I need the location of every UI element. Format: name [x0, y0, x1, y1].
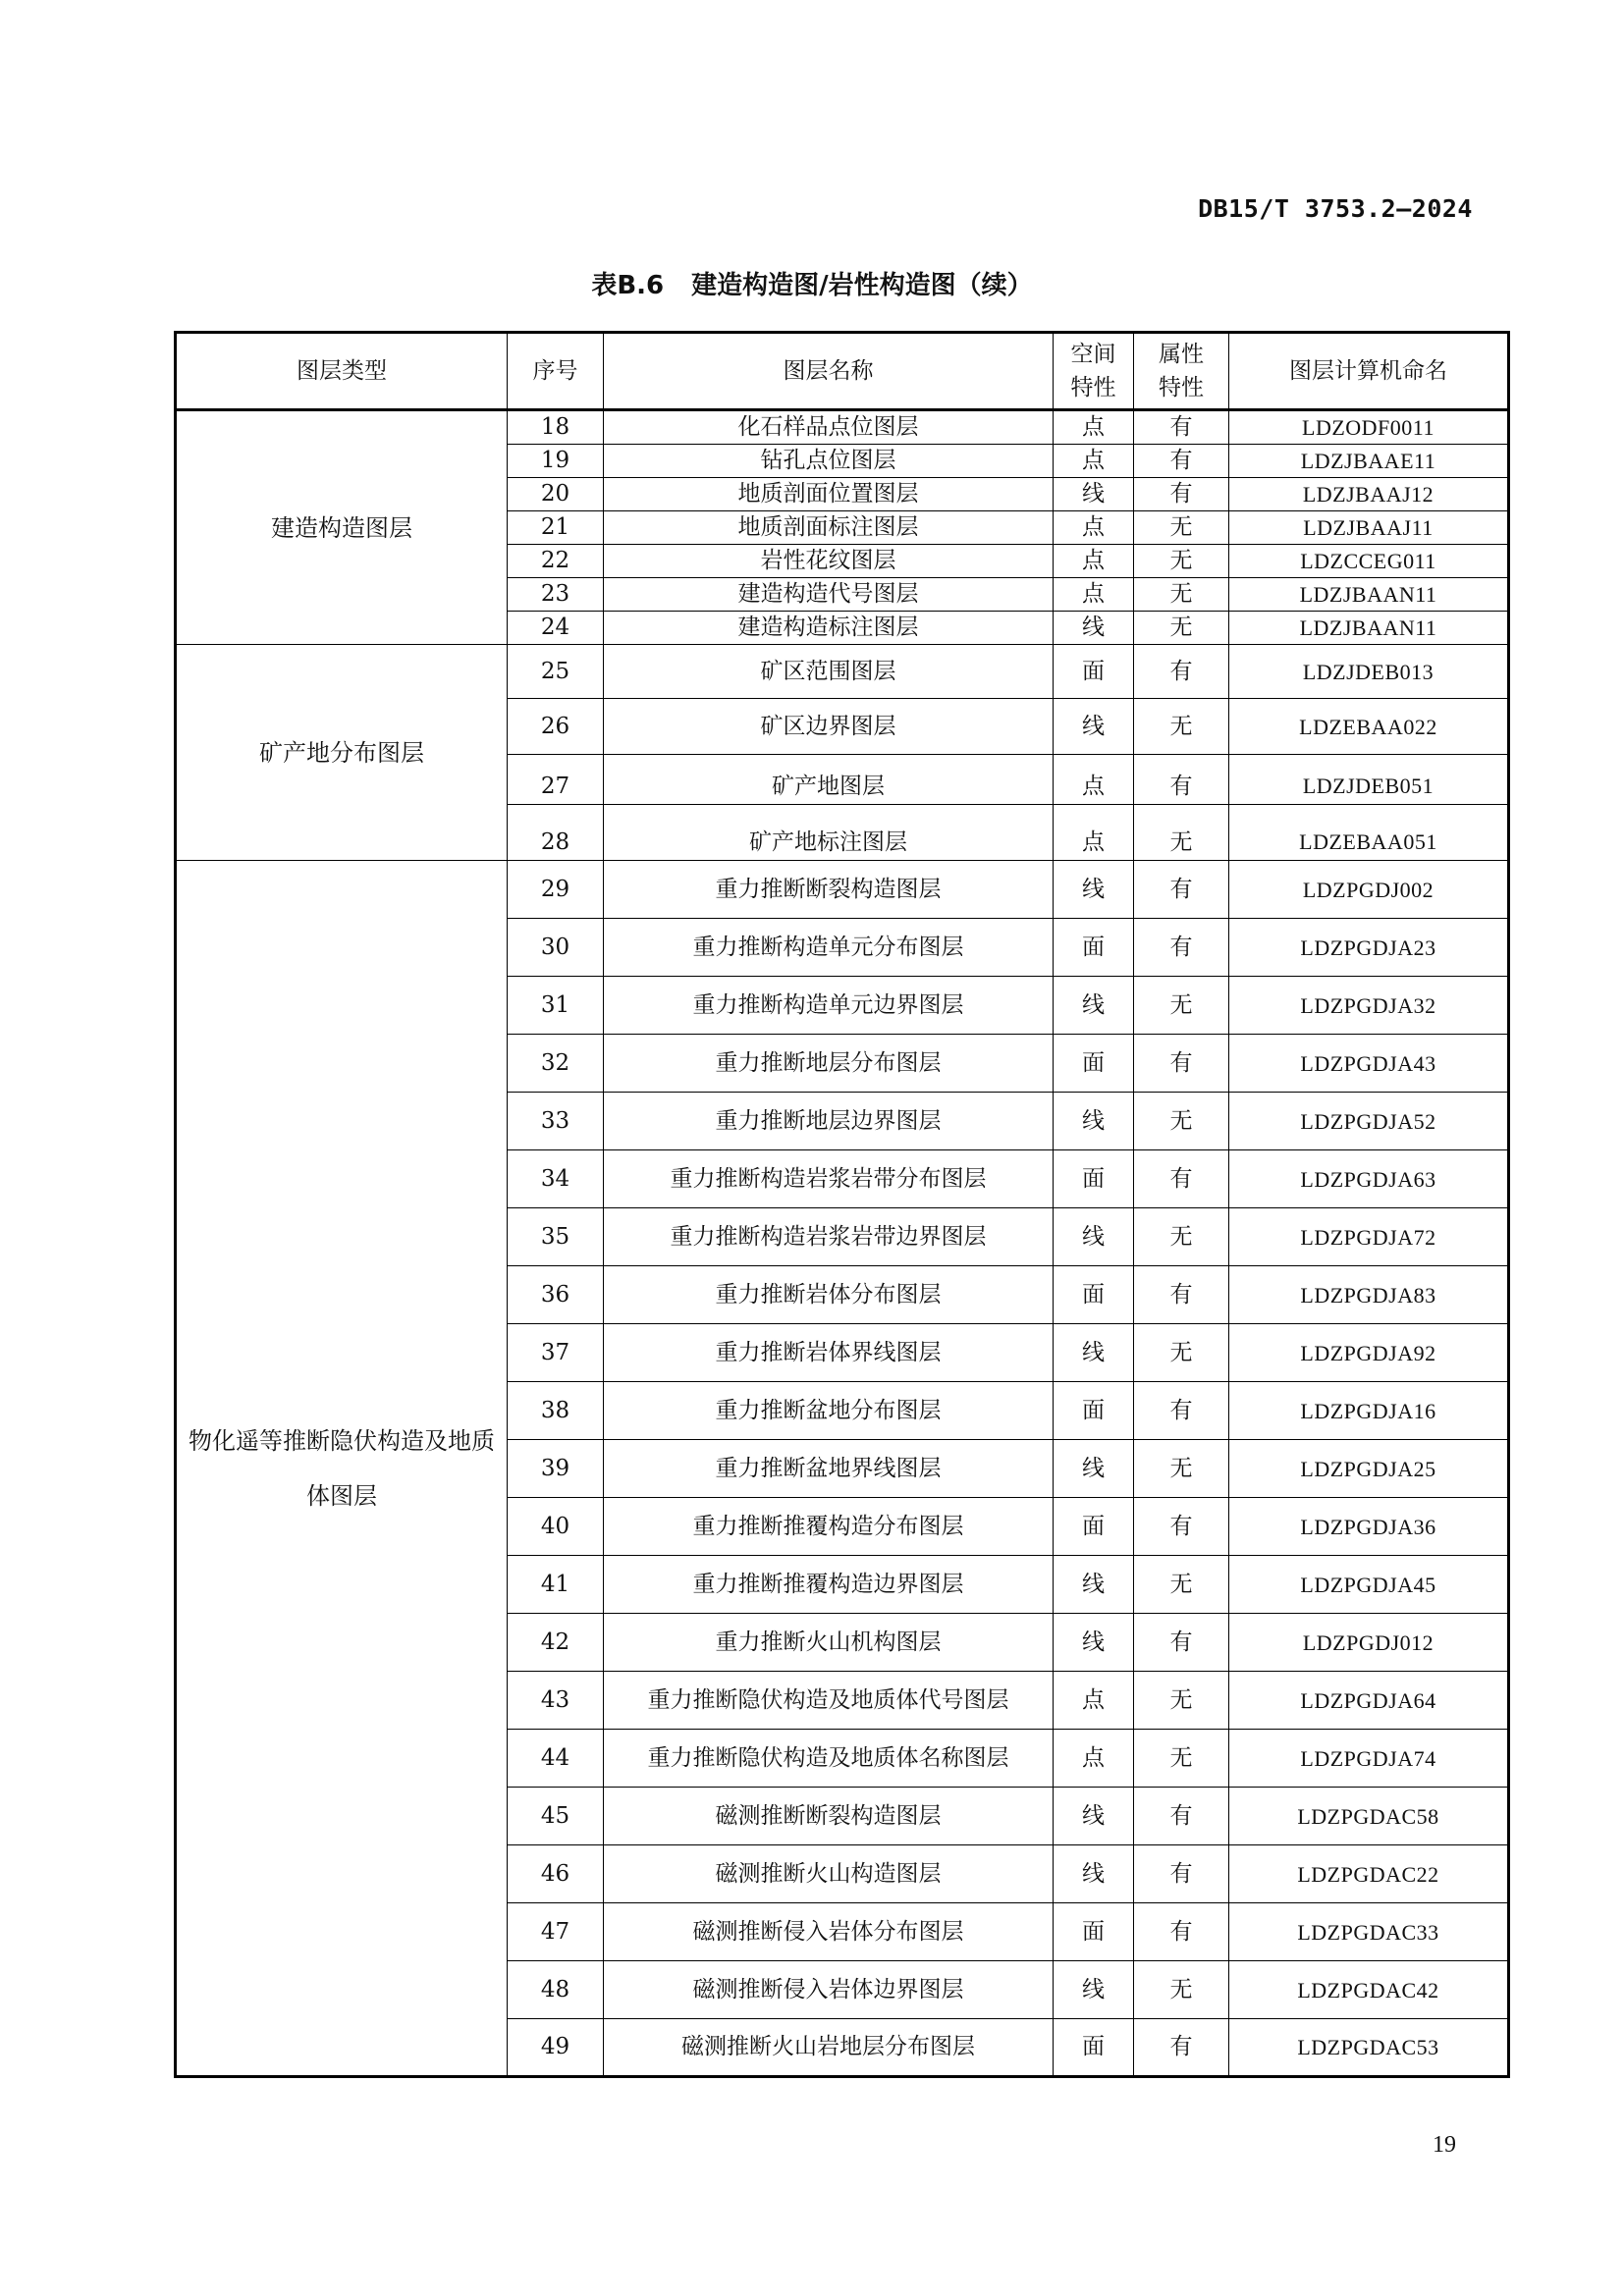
- spatial-cell: [1054, 805, 1134, 861]
- attribute-cell: 无: [1134, 1208, 1229, 1266]
- layer-name-cell: 地质剖面标注图层: [604, 511, 1054, 545]
- spatial-cell-text: 点: [1082, 774, 1105, 799]
- layer-code-cell: LDZPGDJA64: [1229, 1672, 1509, 1730]
- seq-cell: 49: [508, 2019, 604, 2077]
- spatial-cell: 面: [1054, 1498, 1134, 1556]
- layer-code-cell: LDZPGDJA83: [1229, 1266, 1509, 1324]
- spatial-cell: 点: [1054, 1672, 1134, 1730]
- attribute-cell: 有: [1134, 1266, 1229, 1324]
- layer-name-cell: 重力推断盆地分布图层: [604, 1382, 1054, 1440]
- layer-code-cell: LDZPGDJA23: [1229, 919, 1509, 977]
- seq-cell: 43: [508, 1672, 604, 1730]
- column-header: 图层类型: [176, 333, 508, 410]
- layer-name-cell: 建造构造标注图层: [604, 612, 1054, 645]
- seq-cell: 39: [508, 1440, 604, 1498]
- attribute-cell: 有: [1134, 919, 1229, 977]
- attribute-cell: 无: [1134, 511, 1229, 545]
- attribute-cell: 无: [1134, 1961, 1229, 2019]
- spatial-cell: 线: [1054, 1440, 1134, 1498]
- layer-name-cell: 磁测推断火山构造图层: [604, 1845, 1054, 1903]
- attribute-cell: 无: [1134, 1440, 1229, 1498]
- seq-cell: 29: [508, 861, 604, 919]
- spatial-cell: 点: [1054, 445, 1134, 478]
- layer-code-cell-text: LDZJDEB051: [1302, 774, 1435, 798]
- attribute-cell: 有: [1134, 1614, 1229, 1672]
- table-row: [176, 645, 1509, 699]
- attribute-cell-text: 无: [1169, 829, 1193, 855]
- attribute-cell: 无: [1134, 699, 1229, 755]
- attribute-cell: [1134, 755, 1229, 805]
- table-name: 建造构造图/岩性构造图（续）: [691, 271, 1033, 300]
- attribute-cell: 无: [1134, 1730, 1229, 1788]
- attribute-cell: 无: [1134, 578, 1229, 612]
- page-number: 19: [1433, 2132, 1456, 2158]
- layer-category-cell: 矿产地分布图层: [176, 645, 508, 861]
- table-header-row: [176, 333, 1509, 410]
- layer-code-cell: [1229, 805, 1509, 861]
- table-row: [176, 410, 1509, 445]
- seq-cell: 26: [508, 699, 604, 755]
- seq-cell: 23: [508, 578, 604, 612]
- seq-cell: 46: [508, 1845, 604, 1903]
- seq-cell: 45: [508, 1788, 604, 1845]
- layer-code-cell: LDZPGDJA52: [1229, 1093, 1509, 1150]
- layer-code-cell: LDZPGDJA43: [1229, 1035, 1509, 1093]
- layer-code-cell: LDZJDEB013: [1229, 645, 1509, 699]
- attribute-cell: 有: [1134, 1382, 1229, 1440]
- layer-code-cell-text: LDZEBAA051: [1299, 829, 1437, 854]
- layer-code-cell: [1229, 755, 1509, 805]
- attribute-cell: 有: [1134, 2019, 1229, 2077]
- layer-name-cell: 重力推断岩体分布图层: [604, 1266, 1054, 1324]
- spatial-cell: 点: [1054, 578, 1134, 612]
- layer-name-cell: 重力推断构造岩浆岩带边界图层: [604, 1208, 1054, 1266]
- layer-name-cell: 重力推断地层边界图层: [604, 1093, 1054, 1150]
- table-number: 表B.6: [591, 271, 665, 300]
- spatial-cell: 点: [1054, 1730, 1134, 1788]
- spatial-cell: 线: [1054, 1961, 1134, 2019]
- layer-name-cell: 重力推断构造岩浆岩带分布图层: [604, 1150, 1054, 1208]
- attribute-cell: 有: [1134, 1903, 1229, 1961]
- column-header: 图层计算机命名: [1229, 333, 1509, 410]
- layer-code-cell: LDZPGDJA16: [1229, 1382, 1509, 1440]
- layer-name-cell: 磁测推断火山岩地层分布图层: [604, 2019, 1054, 2077]
- attribute-cell: [1134, 805, 1229, 861]
- layer-code-cell: LDZPGDJA63: [1229, 1150, 1509, 1208]
- standard-code: DB15/T 3753.2—2024: [1198, 194, 1473, 223]
- attribute-cell: 有: [1134, 410, 1229, 445]
- spatial-cell: 线: [1054, 1093, 1134, 1150]
- layer-name-cell: 磁测推断侵入岩体分布图层: [604, 1903, 1054, 1961]
- spatial-cell: 面: [1054, 1903, 1134, 1961]
- seq-cell: 19: [508, 445, 604, 478]
- seq-cell: 31: [508, 977, 604, 1035]
- attribute-cell: 有: [1134, 1498, 1229, 1556]
- seq-cell: 41: [508, 1556, 604, 1614]
- layer-name-cell: 建造构造代号图层: [604, 578, 1054, 612]
- layer-name-cell: 矿区范围图层: [604, 645, 1054, 699]
- layer-code-cell: LDZPGDAC33: [1229, 1903, 1509, 1961]
- column-header: 空间特性: [1054, 333, 1134, 410]
- layer-name-cell: 钻孔点位图层: [604, 445, 1054, 478]
- layer-name-cell: 岩性花纹图层: [604, 545, 1054, 578]
- attribute-cell: 无: [1134, 545, 1229, 578]
- spatial-cell: 面: [1054, 1150, 1134, 1208]
- seq-cell: [508, 805, 604, 861]
- layer-code-cell: LDZPGDJA32: [1229, 977, 1509, 1035]
- seq-cell: 25: [508, 645, 604, 699]
- layer-name-cell: [604, 755, 1054, 805]
- attribute-cell: 有: [1134, 1788, 1229, 1845]
- seq-cell: 37: [508, 1324, 604, 1382]
- attribute-cell: 有: [1134, 445, 1229, 478]
- attribute-cell: 有: [1134, 1035, 1229, 1093]
- spatial-cell: 点: [1054, 545, 1134, 578]
- layer-name-cell: [604, 805, 1054, 861]
- seq-cell: 30: [508, 919, 604, 977]
- layer-code-cell: LDZPGDJA45: [1229, 1556, 1509, 1614]
- seq-cell: 35: [508, 1208, 604, 1266]
- layer-name-cell: 重力推断推覆构造边界图层: [604, 1556, 1054, 1614]
- seq-cell: 42: [508, 1614, 604, 1672]
- layer-name-cell-text: 矿产地标注图层: [749, 829, 907, 855]
- spatial-cell: 线: [1054, 1788, 1134, 1845]
- layer-code-cell: LDZPGDJA74: [1229, 1730, 1509, 1788]
- seq-cell: 24: [508, 612, 604, 645]
- seq-cell: 38: [508, 1382, 604, 1440]
- layer-name-cell: 重力推断地层分布图层: [604, 1035, 1054, 1093]
- attribute-cell: 有: [1134, 1845, 1229, 1903]
- column-header: 属性特性: [1134, 333, 1229, 410]
- layer-name-cell: 重力推断构造单元边界图层: [604, 977, 1054, 1035]
- layer-table: [174, 331, 1510, 2078]
- layer-code-cell: LDZPGDJA36: [1229, 1498, 1509, 1556]
- layer-category-cell: 建造构造图层: [176, 410, 508, 645]
- seq-cell: 20: [508, 478, 604, 511]
- seq-cell-text: 27: [540, 774, 570, 799]
- table-title: [0, 265, 1624, 301]
- spatial-cell: 线: [1054, 699, 1134, 755]
- layer-code-cell: LDZPGDJA92: [1229, 1324, 1509, 1382]
- layer-code-cell: LDZPGDAC42: [1229, 1961, 1509, 2019]
- layer-code-cell: LDZJBAAN11: [1229, 612, 1509, 645]
- seq-cell: 44: [508, 1730, 604, 1788]
- seq-cell: 40: [508, 1498, 604, 1556]
- seq-cell: 33: [508, 1093, 604, 1150]
- layer-name-cell: 重力推断隐伏构造及地质体名称图层: [604, 1730, 1054, 1788]
- seq-cell: 48: [508, 1961, 604, 2019]
- table-body: [176, 410, 1509, 2077]
- seq-cell: 21: [508, 511, 604, 545]
- attribute-cell: 无: [1134, 1672, 1229, 1730]
- layer-code-cell: LDZPGDJ012: [1229, 1614, 1509, 1672]
- attribute-cell: 无: [1134, 977, 1229, 1035]
- spatial-cell: 面: [1054, 2019, 1134, 2077]
- layer-name-cell: 重力推断断裂构造图层: [604, 861, 1054, 919]
- layer-name-cell: 化石样品点位图层: [604, 410, 1054, 445]
- layer-name-cell: 重力推断盆地界线图层: [604, 1440, 1054, 1498]
- layer-name-cell: 矿区边界图层: [604, 699, 1054, 755]
- layer-name-cell: 重力推断隐伏构造及地质体代号图层: [604, 1672, 1054, 1730]
- layer-name-cell: 重力推断火山机构图层: [604, 1614, 1054, 1672]
- spatial-cell: 线: [1054, 1556, 1134, 1614]
- spatial-cell: 线: [1054, 1614, 1134, 1672]
- layer-code-cell: LDZPGDAC58: [1229, 1788, 1509, 1845]
- spatial-cell: 面: [1054, 645, 1134, 699]
- layer-name-cell: 重力推断构造单元分布图层: [604, 919, 1054, 977]
- seq-cell: 22: [508, 545, 604, 578]
- layer-name-cell: 磁测推断侵入岩体边界图层: [604, 1961, 1054, 2019]
- seq-cell: 32: [508, 1035, 604, 1093]
- layer-code-cell: LDZPGDAC53: [1229, 2019, 1509, 2077]
- layer-code-cell: LDZPGDJA72: [1229, 1208, 1509, 1266]
- attribute-cell: 有: [1134, 478, 1229, 511]
- layer-code-cell: LDZJBAAJ12: [1229, 478, 1509, 511]
- spatial-cell: 线: [1054, 612, 1134, 645]
- layer-name-cell: 地质剖面位置图层: [604, 478, 1054, 511]
- attribute-cell: 有: [1134, 861, 1229, 919]
- layer-name-cell-text: 矿产地图层: [772, 774, 885, 799]
- spatial-cell: 线: [1054, 1845, 1134, 1903]
- column-header: 序号: [508, 333, 604, 410]
- attribute-cell: 无: [1134, 1324, 1229, 1382]
- spatial-cell: 点: [1054, 511, 1134, 545]
- spatial-cell: 面: [1054, 1382, 1134, 1440]
- spatial-cell-text: 点: [1082, 829, 1105, 855]
- layer-code-cell: LDZJBAAN11: [1229, 578, 1509, 612]
- layer-code-cell: LDZCCEG011: [1229, 545, 1509, 578]
- spatial-cell: 点: [1054, 410, 1134, 445]
- layer-name-cell: 磁测推断断裂构造图层: [604, 1788, 1054, 1845]
- spatial-cell: 线: [1054, 1208, 1134, 1266]
- spatial-cell: 面: [1054, 1266, 1134, 1324]
- attribute-cell: 无: [1134, 612, 1229, 645]
- layer-code-cell: LDZJBAAE11: [1229, 445, 1509, 478]
- layer-code-cell: LDZPGDAC22: [1229, 1845, 1509, 1903]
- table-row: [176, 861, 1509, 919]
- attribute-cell: 有: [1134, 645, 1229, 699]
- spatial-cell: 线: [1054, 861, 1134, 919]
- layer-category-cell: 物化遥等推断隐伏构造及地质体图层: [176, 861, 508, 2077]
- spatial-cell: 线: [1054, 478, 1134, 511]
- seq-cell: 36: [508, 1266, 604, 1324]
- seq-cell: [508, 755, 604, 805]
- spatial-cell: [1054, 755, 1134, 805]
- attribute-cell-text: 有: [1169, 774, 1193, 799]
- seq-cell-text: 28: [540, 829, 570, 855]
- column-header: 图层名称: [604, 333, 1054, 410]
- attribute-cell: 有: [1134, 1150, 1229, 1208]
- spatial-cell: 线: [1054, 1324, 1134, 1382]
- layer-code-cell: LDZODF0011: [1229, 410, 1509, 445]
- layer-name-cell: 重力推断岩体界线图层: [604, 1324, 1054, 1382]
- layer-code-cell: LDZPGDJA25: [1229, 1440, 1509, 1498]
- attribute-cell: 无: [1134, 1556, 1229, 1614]
- seq-cell: 34: [508, 1150, 604, 1208]
- layer-code-cell: LDZEBAA022: [1229, 699, 1509, 755]
- spatial-cell: 面: [1054, 919, 1134, 977]
- layer-name-cell: 重力推断推覆构造分布图层: [604, 1498, 1054, 1556]
- layer-code-cell: LDZPGDJ002: [1229, 861, 1509, 919]
- spatial-cell: 面: [1054, 1035, 1134, 1093]
- layer-code-cell: LDZJBAAJ11: [1229, 511, 1509, 545]
- attribute-cell: 无: [1134, 1093, 1229, 1150]
- seq-cell: 18: [508, 410, 604, 445]
- seq-cell: 47: [508, 1903, 604, 1961]
- spatial-cell: 线: [1054, 977, 1134, 1035]
